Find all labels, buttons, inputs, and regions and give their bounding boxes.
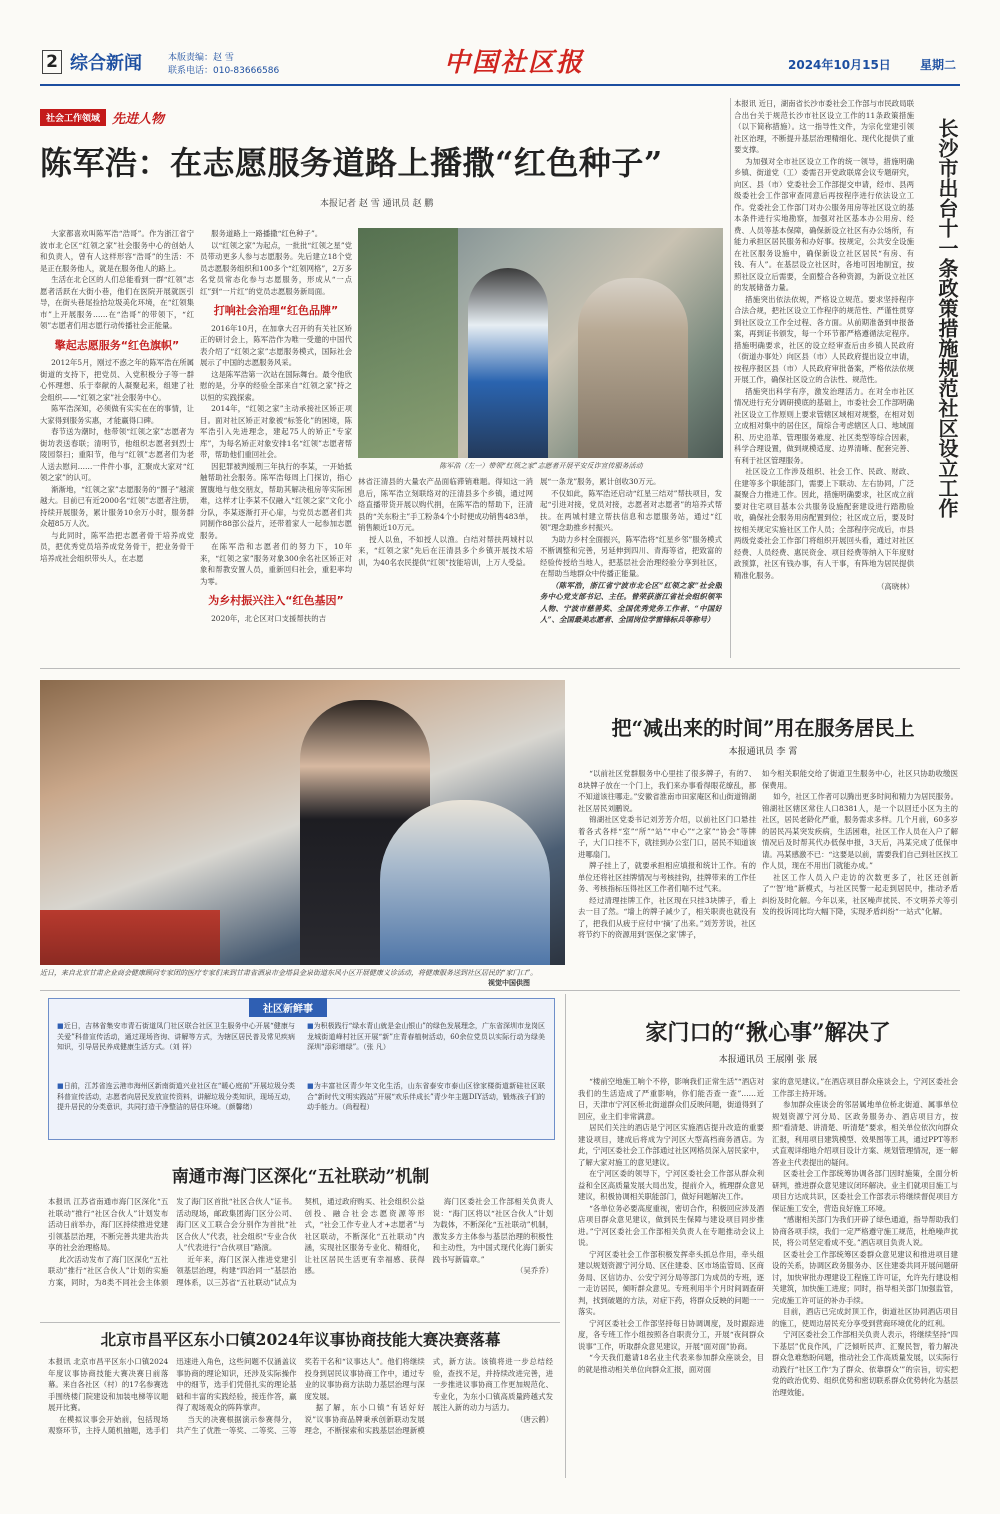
ningxia-byline: 本报通讯员 王展刚 张 展 xyxy=(718,1055,818,1065)
news-text: 为积极践行“绿水青山就是金山银山”的绿色发展理念，广东省深圳市龙岗区龙城街道峰村社区开展“新”庄青春植树活动，60余位党员以实际行动为绿美深圳“添彩增绿”。 xyxy=(307,1022,545,1051)
lead-subhead-2: 打响社会治理“红色品牌” xyxy=(213,304,339,317)
editor-info: 本版责编：赵 雪 xyxy=(168,53,234,63)
changsha-body xyxy=(734,98,914,666)
lead-col3 xyxy=(358,476,533,650)
news-item xyxy=(307,1021,545,1076)
paragraph: 区委社会工作部统筹区委群众意见建议和推进项目建设的关系，协调区政务服务办、区住建委共同开展问题研讨，加快审批办理建设工程施工许可证，允许先行建设相关建筑，加快施工进度；同时，指导相关部门加强监管，完成施工许可证的补办手续。 xyxy=(772,1249,958,1305)
paragraph: 宁河区委社会工作部相关负责人表示，将继续坚持“四下基层”优良作风，广泛倾听民声、汇聚民智，着力解决群众急难愁盼问题，推动社会工作高质量发展，以实际行动践行“社区工作‘为了群众、依靠群众’”的宗旨，切实把党的政治优势、组织优势和密切联系群众优势转化为基层治理效能。 xyxy=(772,1330,958,1397)
volunteer-photo xyxy=(358,228,723,458)
paragraph: 林省汪清县的大量农产品面临滞销难题。得知这一消息后，陈军浩立刻联络对的汪清县多个乡镇，通过网络直播带货开展以购代捐，在陈军浩的帮助下，汪清县的“关东粉主”手工粉条4个小时便成功销售483单，销售额近10万元。 xyxy=(358,477,533,532)
news-label: 社区新鲜事 xyxy=(249,998,327,1017)
paragraph: 如今相关职能交给了街道卫生服务中心，社区只协助收缴医保费用。 xyxy=(762,769,958,790)
paragraph: “今天我们邀请18名业主代表来参加群众座谈会，目的就是推动相关单位向群众汇报，面对面 xyxy=(578,1353,764,1374)
page-number: 2 xyxy=(42,50,62,74)
paragraph: 社区设立工作涉及组织、社会工作、民政、财政、住建等多个职能部门，需要上下联动、左右协同，广泛凝聚合力推进工作。因此，措施明确要求，社区成立前要对住宅项目基本公共服务设施配套建设进行踏勘验收，确保社会服务用房配置到位；社区成立后，要及时按相关规定实施社区工作人员；全部程序完成后，市县两级党委社会工作部门将组织开展回头看，通过对社区经费、人员经费、惠民资金、项目经费等纳入下年度财政预算，社区有钱办事，有人干事，有阵地为居民提供精准化服务。 xyxy=(734,467,914,580)
column-tag-label: 社会工作领域 xyxy=(40,109,106,126)
lead-col1 xyxy=(40,228,194,650)
paragraph: 区委社会工作部统筹协调各部门因时施策，全面分析研判，推进群众意见建议闭环解决。业主们就项目施工与项目方达成共识，区委社会工作部表示将继续督促项目方保证施工安全，营造良好施工环境。 xyxy=(772,1169,958,1213)
paragraph: 措施突出科学有序，激发治理活力。在对全市社区情况进行充分调研摸底的基础上，市委社会工作部明确社区设立工作原则上要求管辖区域相对规整，在相对划立成相对集中的居住区，简综合考虑辖区人口、地域面积、历史沿革、管理服务难度、社区类型等综合因素，科学合理设置，做到规模适度、边界清晰、配套完善、有利于社区管理服务。 xyxy=(734,386,914,465)
paragraph: 措施突出依法依规，严格设立规范。要求坚持程序合法合规，把社区设立工作程序的规范性、严谨性贯穿到社区设立工作全过程、各方面。从前期准备到申报备案，再到证书颁发，每一个环节都严格遵循法定程序。措施明确要求，社区的设立经审查后由乡镇人民政府（街道办事处）向区县（市）人民政府提出设立申请，按程序报区县（市）人民政府审批备案，严格依法依规开展工作，确保社区设立的合法性、规范性。 xyxy=(734,294,914,384)
ningxia-headline: 家门口的“揪心事”解决了 xyxy=(645,1020,891,1046)
paragraph: 当天的决赛根据演示参赛得分，共产生了优胜一等奖、二等奖、三等奖若干名和“议事达人”。他们将继续投身到居民议事协商工作中，通过专业的议事协商方法助力基层治理与深度发展。 xyxy=(176,1357,425,1435)
paragraph: 2014年，“红领之家”主动承接社区矫正项目。面对社区矫正对象被“标签化”的困境，陈军浩引入先进理念，建起75人的矫正“专家库”，为每名矫正对象安排1名“红领”志愿者帮带，帮助他们重回社会。 xyxy=(200,404,352,459)
newspaper-logo: 中国社区报 xyxy=(444,48,585,78)
lead-byline: 本报记者 赵 雪 通讯员 赵 鹏 xyxy=(320,199,434,209)
paragraph: 服务道路上一路播撒“红色种子”。 xyxy=(211,229,323,238)
photo-tree xyxy=(358,228,458,458)
paragraph: 据了解，东小口镇“有话好好说”议事协商品牌秉承创新联动发展理念，不断探索和实践基层治理新模式，新方法。该镇将进一步总结经验，查找不足，并持续改进完善，进一步推进议事协商工作更加规范化、专业化，为东小口镇高质量跨越式发展注入新的动力与活力。 xyxy=(304,1357,553,1435)
lead-headline: 陈军浩：在志愿服务道路上播撒“红色种子” xyxy=(40,144,663,182)
paragraph: “各单位务必要高度重视，密切合作，积极回应涉及酒店项目群众意见建议，做到民生保障与建设项目同步推进。”宁河区委社会工作部相关负责人在专题推动会议上说。 xyxy=(578,1203,764,1247)
paragraph: 生活在北仑区的人们总能看到一群“红领”志愿者活跃在大街小巷，他们在医院开展就医引导，在街头巷尾捡拾垃圾美化环境，在“红领集市”上开展服务……在“浩哥”的带领下，“红领”志愿者们用志愿行动传播社会正能量。 xyxy=(40,275,194,330)
paragraph: 因犯罪被判缓刑三年执行的李某，一开始抵触帮助社会服务。陈军浩每周上门探访，指心置腹地与他交朋友，帮助其解决租房等实际困难，这样才让李某不仅融入“红领之家”文化小分队，李某逐渐打开心扉，与党员志愿者们共同制作88部公益片，还带着家人一起参加志愿服务。 xyxy=(200,461,352,540)
beijing-headline: 北京市昌平区东小口镇2024年议事协商技能大赛决赛落幕 xyxy=(100,1330,501,1349)
section-name: 综合新闻 xyxy=(70,53,142,74)
health-clinic-photo xyxy=(40,680,565,965)
news-author: （尚程程） xyxy=(342,1103,374,1111)
paragraph: 本报讯 北京市昌平区东小口镇2024年度议事协商技能大赛决赛日前落幕。来自各社区（村）的17名参赛选手围绕楼门院建设和加装电梯等议题展开比赛。 xyxy=(48,1357,169,1412)
paragraph: 经过清理挂牌工作，社区现在只挂3块牌子，看上去一目了然。“墙上的牌子减少了，相关职责也就没有了，把我们从疲于应付中‘摘’了出来。”刘芳芳说，社区将节约下的资源用到‘医保之家’牌子， xyxy=(578,895,756,939)
news-text: 近日，吉林省集安市青石街道凤门社区联合社区卫生服务中心开展“健康与关爱”科普宣传活动，通过现场咨询、讲解等方式，为辖区居民普及常见疾病知识，引导居民养成健康生活方式。 xyxy=(57,1022,295,1051)
nantong-headline: 南通市海门区深化“五社联动”机制 xyxy=(171,1167,430,1187)
paragraph: 以“红领之家”为起点，一批批“红领之星”党员带动更多人参与志愿服务。先后建立18个党员志愿服务组织和100多个“红领网格”，2万多名党员常态化参与志愿服务，形成从“一点红”到“一片红”的党员志愿服务新局面。 xyxy=(200,240,352,296)
divider xyxy=(40,990,960,991)
news-text: 日前，江苏省连云港市海州区新南街道兴业社区在“暖心庭前”开展垃圾分类科普宣传活动，志愿者向居民发放宣传资料，讲解垃圾分类知识，现场互动，提升居民的分类意识，共同打造干净整洁的居住环境。 xyxy=(57,1082,295,1111)
beijing-body xyxy=(48,1356,553,1476)
paragraph: 在陈军浩和志愿者们的努力下，10年来，“红领之家”服务对象300余名社区矫正对象和帮教安置人员，重新回归社会，重犯率均为零。 xyxy=(200,542,352,586)
paragraph: 目前，酒店已完成封顶工作，街道社区协同酒店项目的施工，使周边居民充分享受到营商环境优化的红利。 xyxy=(772,1307,958,1328)
paragraph: 宁河区委社会工作部积极发挥牵头抓总作用，牵头组建以规划资源宁河分局、区住建委、区市场监管局、区商务局、区信访办、公安宁河分局等部门为成员的专班，逐一走访居民，倾听群众意见。专班利用半个月时间调查研判，找到破题的方法，对症下药，将群众反映的问题一一落实。 xyxy=(578,1249,764,1316)
ningxia-col1 xyxy=(578,1076,764,1476)
photo-credit: 视觉中国供图 xyxy=(488,979,530,987)
column-tag xyxy=(40,108,164,126)
paragraph: 大家都喜欢叫陈军浩“浩哥”。作为浙江省宁波市北仑区“红领之家”社会服务中心的创始人和负责人，曾有人这样形容“浩哥”的生活：不是正在服务他人，就是在服务他人的路上。 xyxy=(40,229,194,273)
paragraph: 本报讯 近日，湖南省长沙市委社会工作部与市民政局联合出台关于规范长沙市社区设立工作的11条政策措施（以下简称措施）。这一指导性文件，为宗化堂建引领社区治理，不断提升基层治理精细化、现代化提供了重要支撑。 xyxy=(734,99,914,154)
paragraph: “感谢相关部门为我们开辟了绿色通道，指导帮助我们协商各项手续，我们一定严格遵守施工规范，杜绝噪声扰民，将公司坚定看成不变。”酒店项目负责人说。 xyxy=(772,1215,958,1247)
divider xyxy=(40,668,960,669)
paragraph: 宁河区委社会工作部坚持每日协调调度，及时跟踪进度，各专班工作小组按照各自职责分工，开展“夜间群众说事”工作，听取群众意见建议，开展“面对面”协商。 xyxy=(578,1318,764,1351)
paragraph: 为助力乡村全面振兴，陈军浩将“红星乡邻”服务模式不断调整和完善，另延伸到四川、青海等省，把致富的经验传授给当地人，把基层社会治理经验分享到社区，在帮助当地群众中传播正能量。 xyxy=(540,534,722,578)
paragraph: 此次活动发布了海门区深化“五社联动”推行“社区合伙人”计划的实施方案，同时，为8类不同社会主体颁发了海门区首批“社区合伙人”证书。活动现场，邮政集团海门区分公司、海门区义工联合会分别作为首批“社区合伙人”代表，社会组织“专业合伙人”代表进行“合伙项目”路演。 xyxy=(48,1197,297,1287)
author: （唐云鹤） xyxy=(516,1414,553,1424)
time-col1 xyxy=(578,768,756,968)
lead-photo-caption: 陈军浩（左一）带领“红领之家”志愿者开展平安反诈宣传服务活动 xyxy=(439,462,643,470)
bio-note: （陈军浩，浙江省宁波市北仑区“红领之家”社会服务中心党支部书记、主任。曾荣获浙江省社会组织领军人物、宁波市慈善奖、全国优秀党务工作者、“中国好人”、全国最美志愿者、全国岗位学雷锋标兵等称号） xyxy=(540,580,722,624)
changsha-headline: 长沙市出台十一条政策措施规范社区设立工作 xyxy=(935,118,959,518)
paragraph: 社区工作人员入户走访的次数更多了，社区还创新了“‘智’地”新模式，与社区民警一起走到居民中，推动矛盾纠纷及时化解。今年以来，社区噪声扰民、不文明养犬等引发的投诉同比均大幅下降，实现矛盾纠纷“一站式”化解。 xyxy=(762,872,958,916)
news-author: （刘 祥） xyxy=(169,1043,196,1051)
news-item xyxy=(57,1021,295,1076)
paragraph: 2020年，北仑区对口支援帮扶的吉 xyxy=(211,613,326,623)
paragraph: 参加群众座谈会的邻居属地单位桥北街道、属事单位规划资源宁河分局、区政务服务办、酒店项目方，按照“看清楚、讲清楚、听清楚”要求，相关单位依次向群众汇报，利用项目建筑模型、效果图等工具，通过PPT等形式直观详细地介绍项目设计方案、规划管理情况，逐一解答业主代表提出的疑问。 xyxy=(772,1100,958,1167)
time-headline: 把“减出来的时间”用在服务居民上 xyxy=(611,716,915,740)
paragraph: 渐渐地，“红领之家”志愿服务的“圈子”越滚越大。目前已有近2000名“红领”志愿者注册，持续开展服务，累计服务10余万小时，服务群众超85万人次。 xyxy=(40,484,194,528)
nantong-body xyxy=(48,1196,553,1316)
masthead-rule xyxy=(40,84,960,86)
paragraph: 家的意见建议。”在酒店项目群众座谈会上，宁河区委社会工作部主持开场。 xyxy=(772,1077,958,1098)
paragraph: 与此同时，陈军浩把志愿者骨干培养成党员，把优秀党员培养成党务骨干，把业务骨干培养成社会组织带头人，在志愿 xyxy=(40,530,194,563)
phone-info: 联系电话：010-83666586 xyxy=(168,66,280,76)
photo-figure-right xyxy=(578,278,688,458)
paragraph: 不仅如此，陈军浩还启动“红星三结对”帮扶项目，发起“引进对接，党员对接，志愿者对志愿者”的培养式帮扶。在两城村建立帮扶信息和志愿服务站，通过“红领”理念助推乡村振兴。 xyxy=(540,488,722,532)
lead-subhead-1: 擎起志愿服务“红色旗帜” xyxy=(54,338,180,352)
paragraph: 如今，社区工作者可以腾出更多时间和精力为居民服务。锦湖社区辖区常住人口8381人，是一个以回迁小区为主的社区，居民老龄化严重，服务需求多样。几个月前，60多岁的居民冯某突发疾病，生活困难，社区工作人员在入户了解情况后及时帮其代办低保申报，3天后，冯某完成了低保申请。冯某感激不已：“这要是以前，需要我们自己到社区找工作人员，现在不用出门就能办成。” xyxy=(762,792,958,870)
news-box xyxy=(48,998,555,1140)
author: （吴乔乔） xyxy=(516,1266,553,1275)
time-byline: 本报通讯员 李 霄 xyxy=(728,747,798,757)
paragraph: 近年来，海门区深入推进党建引领基层治理，构建“四治同一”基层治理体系，以三苏省“五社联动”试点为契机，通过政府购买、社会组织公益创投、融合社会志愿资源等形式，“社会工作专业人才+志愿者”与社区联动，不断深化“五社联动”内涵，实现社区服务专业化、精细化，让社区居民生活更有幸福感、获得感。 xyxy=(176,1197,425,1287)
paragraph: 海门区委社会工作部相关负责人说：“海门区将以“社区合伙人”计划为载体，不断深化“五社联动”机制，激发多方主体参与基层治理的积极性和主动性，为中国式现代化海门新实践书写新篇章。” xyxy=(432,1197,553,1264)
divider xyxy=(565,994,566,1478)
lead-subhead-3: 为乡村振兴注入“红色基因” xyxy=(208,594,344,607)
paragraph: 2016年10月，在加拿大召开的有关社区矫正的研讨会上，陈军浩作为唯一受邀的中国代表介绍了“红领之家”志愿服务模式，国际社会展示了中国的志愿服务风采。 xyxy=(200,323,352,367)
bullet-icon: ■ xyxy=(307,1082,314,1090)
paragraph: 为加强对全市社区设立工作的统一领导，措施明确乡镇、街道党（工）委需召开党政联席会议专题研究，向区、县（市）党委社会工作部提交申请，经市、县两级委社会工作部审查同意后再按程序进行依法设立工作。党委社会工作部门对办公服务用房等社区设立的基本条件进行实地勘察，加强对社区基本办公用房、经费、人员等基本保障，确保新设立社区有办公场所，有能力承担区居民服务和办好事。按规定，公共安全设施在社区服务设施中，确保新设立社区居民“有房、有钱、有人”。在基层设立社区时，各地可因地制宜，按照社区设立后需要，全面整合各种资源，为新设立社区的发展储备力量。 xyxy=(734,156,914,292)
author: （高晓林） xyxy=(877,582,914,591)
divider xyxy=(40,1322,560,1323)
paragraph: 2012年5月，刚过不惑之年的陈军浩在所属街道的支持下，把党员、入党积极分子等一群心怀理想、乐于奉献的人凝聚起来，组建了社会组织——“红领之家”社会服务中心。 xyxy=(40,358,194,402)
news-text: 为丰富社区青少年文化生活，山东省泰安市泰山区徐家楼街道新硅社区联合“新时代文明实践站”开展“欢乐伴成长”青少年主题DIY活动，锻炼孩子们的动手能力。 xyxy=(307,1082,545,1111)
news-item xyxy=(57,1081,295,1136)
paragraph: 锦湖社区党委书记刘芳芳介绍，以前社区门口悬挂着各式各样“室”“所”“站”“中心”“之家”“协会”等牌子，大门口挂不下，就挂到办公室门口，居民不知道该进哪扇门。 xyxy=(578,815,756,859)
paragraph: 陈军浩深知，必须做有实实在在的事情，让大家得到服务实惠，才能赢得口碑。 xyxy=(40,404,194,425)
paragraph: “楼前空地施工响个不停，影响我们正常生活”“酒店对我们的生活造成了严重影响，你们能否查一查”……近日，天津市宁河区桥北街道群众们反映问题，街道得到了回应，业主们非常满意。 xyxy=(578,1077,764,1121)
news-author: （颜馨绪） xyxy=(225,1103,257,1111)
bullet-icon: ■ xyxy=(307,1022,314,1030)
news-author: （张 凡） xyxy=(363,1043,390,1051)
photo-banner xyxy=(40,910,220,965)
ningxia-col2 xyxy=(772,1076,958,1476)
paragraph: “以前社区党群服务中心里挂了很多牌子，有的7、8块牌子放在一个门上，我们来办事看得眼花缭乱，都不知道该往哪走。”安徽省淮南市田家庵区和山街道锦湖社区居民刘鹏说。 xyxy=(578,769,756,813)
middle-photo-caption: 近日，来自北京甘肃企业商会健康顾问专家团的医疗专家们来到甘肃省酒泉市金塔县金泉街道东风小区开展健康义诊活动，将健康服务送到社区居民的“家门口”。 xyxy=(40,969,538,977)
bullet-icon: ■ xyxy=(57,1022,64,1030)
lead-col4 xyxy=(540,476,722,650)
divider xyxy=(730,98,731,658)
news-item xyxy=(307,1081,545,1136)
paragraph: 在宁河区委的领导下，宁河区委社会工作部从群众利益和全区高质量发展大局出发，提前介入，梳理群众意见建议，积极协调相关职能部门，做好问题解决工作。 xyxy=(578,1169,764,1201)
paragraph: 春节送为潮时，他带领“红领之家”志愿者为街坊表送春联；清明节，他组织志愿者到烈士陵园祭扫；重阳节，他与“红领”志愿者们为老人送去慰问……一件件小事，汇聚成大家对“红领之家”的认可。 xyxy=(40,427,194,482)
masthead xyxy=(40,42,960,84)
bullet-icon: ■ xyxy=(57,1082,64,1090)
issue-date: 2024年10月15日 xyxy=(788,58,891,72)
paragraph: 展“一条龙”服务，累计创收30万元。 xyxy=(540,477,661,486)
lead-col2 xyxy=(200,228,352,650)
paragraph: 这是陈军浩第一次站在国际舞台。最令他欣慰的是，分享的经验全部来自“红领之家”持之以恒的实践探索。 xyxy=(200,369,352,402)
column-tag-label-2: 先进人物 xyxy=(112,111,165,127)
paragraph: 居民们关注的酒店是宁河区实施酒店提升改造的重要建设项目，建成后将成为宁河区大型高档商务酒店。为此，宁河区委社会工作部通过社区网格员深入居民家中，了解大家对施工的意见建议。 xyxy=(578,1123,764,1167)
issue-weekday: 星期二 xyxy=(920,58,957,72)
paragraph: 牌子挂上了，就要承担相应填报和统计工作。有的单位还将社区挂牌情况与考核挂钩，挂牌带来的工作任务、考核指标压得社区工作者们喘不过气来。 xyxy=(578,861,756,893)
paragraph: 授人以鱼，不如授人以渔。白结对帮扶两城村以来，“红领之家”先后在汪清县多个乡镇开展技术培训，为40名农民提供“红领”技能培训，上万人受益。 xyxy=(358,534,533,567)
paragraph: 本报讯 江苏省南通市海门区深化“五社联动”推行“社区合伙人”计划发布活动日前举办，海门区持续推进党建引领基层治理，不断完善共建共治共享的社会治理格局。 xyxy=(48,1197,169,1252)
photo-patient xyxy=(380,800,550,965)
photo-figure-left xyxy=(468,268,548,458)
time-col2 xyxy=(762,768,958,968)
paragraph: 在模拟议事会开始前，包括现场观察环节，主持人随机抽题，选手们迅速进入角色，这些问题不仅涵盖议事协商的理论知识，还涉及实际操作中的细节，选手们凭借扎实的理论基础和丰富的实践经验，接连作答，赢得了观场观众的阵阵掌声。 xyxy=(48,1357,297,1435)
